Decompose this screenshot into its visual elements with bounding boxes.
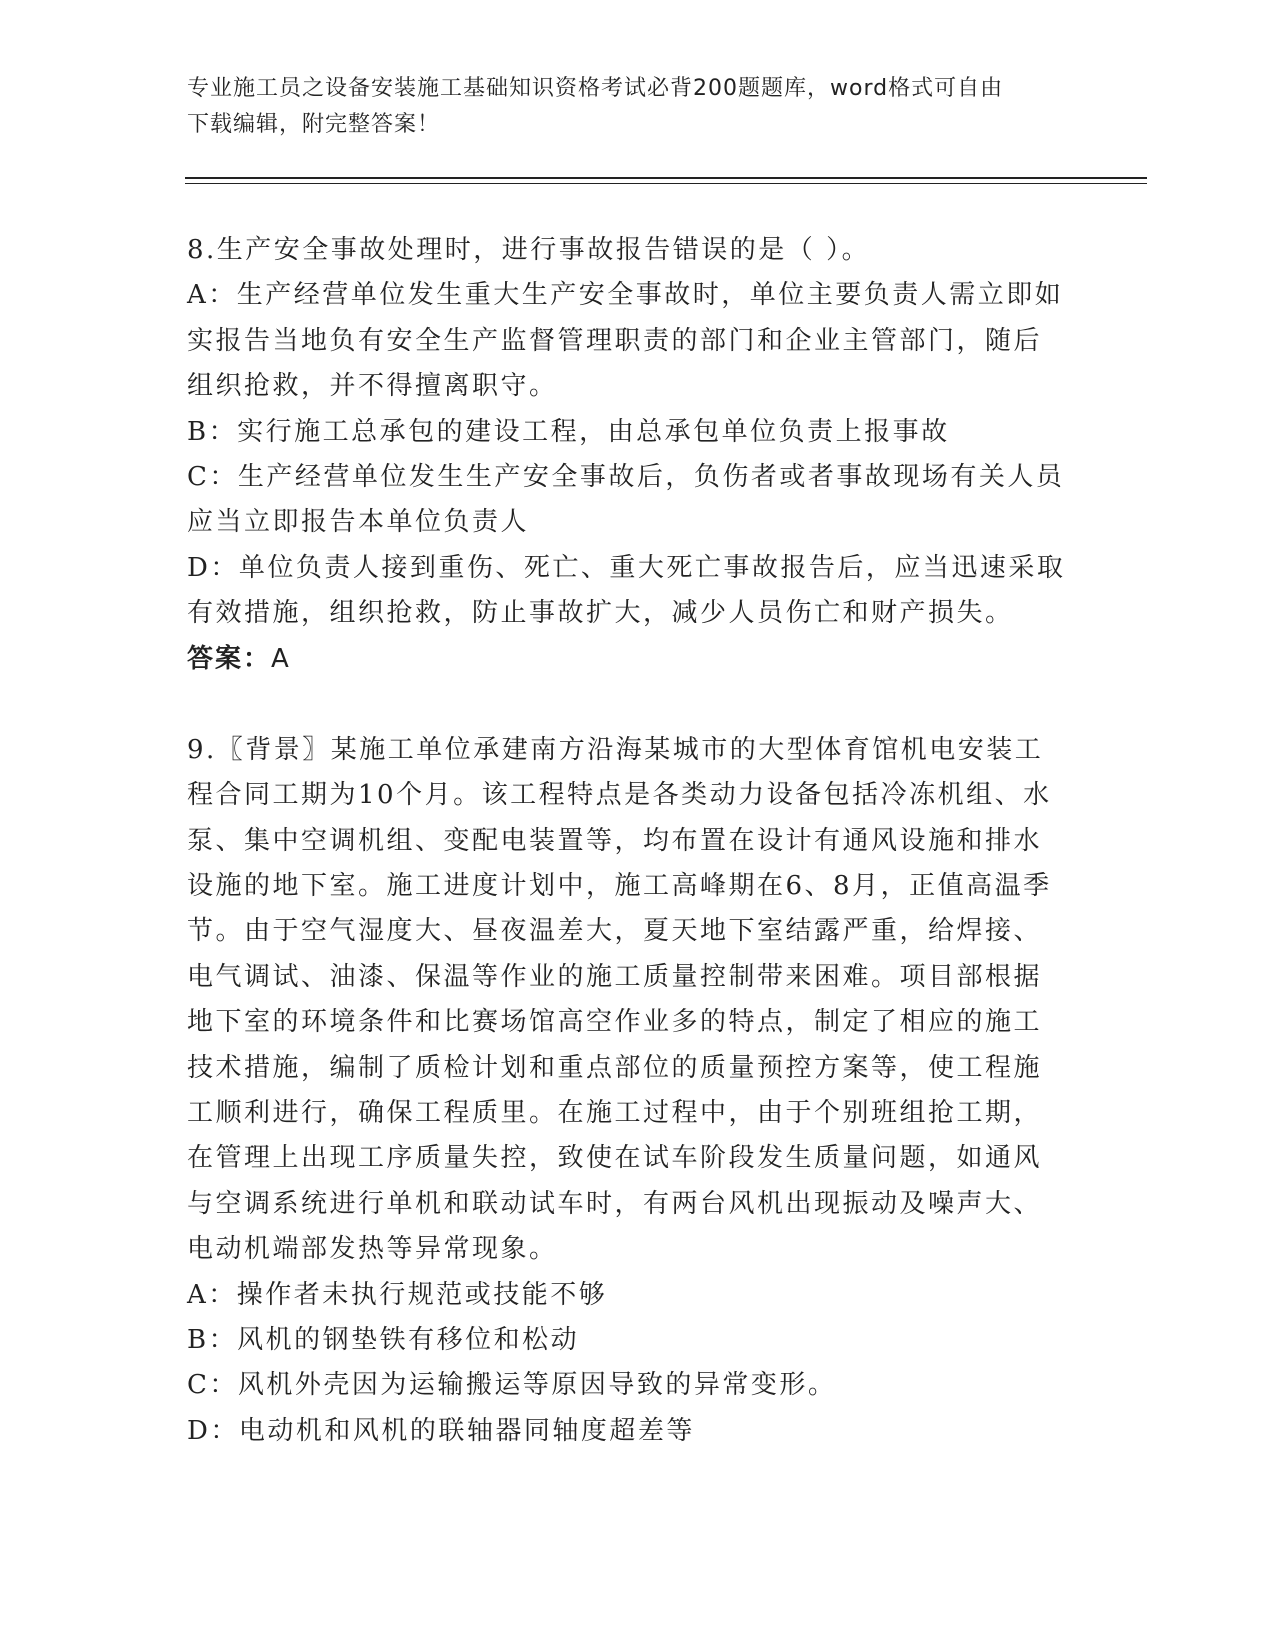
question-8-option-a-line-3: 组织抢救，并不得擅离职守。 — [187, 371, 558, 402]
question-9-line-7: 地下室的环境条件和比赛场馆高空作业多的特点，制定了相应的施工 — [187, 1007, 1043, 1038]
header-rule-thin — [185, 183, 1147, 184]
header-line-2: 下载编辑，附完整答案！ — [187, 112, 441, 137]
header-line-1: 专业施工员之设备安装施工基础知识资格考试必背200题题库，word格式可自由 — [187, 76, 1004, 101]
question-9-line-3: 泵、集中空调机组、变配电装置等，均布置在设计有通风设施和排水 — [187, 825, 1043, 856]
question-8 — [187, 228, 1087, 682]
question-9-line-10: 在管理上出现工序质量失控，致使在试车阶段发生质量问题，如通风 — [187, 1143, 1043, 1174]
question-9-option-c: C：风机外壳因为运输搬运等原因导致的异常变形。 — [187, 1370, 837, 1401]
answer-label: 答案： — [187, 643, 272, 674]
question-9-line-8: 技术措施，编制了质检计划和重点部位的质量预控方案等，使工程施 — [187, 1052, 1043, 1083]
answer-value: A — [271, 643, 291, 674]
question-9-line-6: 电气调试、油漆、保温等作业的施工质量控制带来困难。项目部根据 — [187, 961, 1043, 992]
question-9 — [187, 728, 1087, 1454]
question-9-line-2: 程合同工期为10个月。该工程特点是各类动力设备包括冷冻机组、水 — [187, 780, 1052, 811]
question-8-stem: 8.生产安全事故处理时，进行事故报告错误的是（ ）。 — [187, 235, 871, 265]
question-8-option-a-line-2: 实报告当地负有安全生产监督管理职责的部门和企业主管部门，随后 — [187, 325, 1043, 356]
document-header — [187, 71, 1067, 143]
header-rule-thick — [185, 177, 1147, 179]
document-body — [187, 228, 1087, 1454]
question-8-option-b: B：实行施工总承包的建设工程，由总承包单位负责上报事故 — [187, 416, 950, 447]
question-8-option-c-line-1: C：生产经营单位发生生产安全事故后，负伤者或者事故现场有关人员 — [187, 461, 1065, 492]
question-9-line-11: 与空调系统进行单机和联动试车时，有两台风机出现振动及噪声大、 — [187, 1188, 1043, 1219]
question-gap — [187, 682, 1087, 728]
question-9-option-a: A：操作者未执行规范或技能不够 — [187, 1279, 608, 1310]
question-8-option-d-line-2: 有效措施，组织抢救，防止事故扩大，减少人员伤亡和财产损失。 — [187, 598, 1014, 629]
question-9-line-5: 节。由于空气湿度大、昼夜温差大，夏天地下室结露严重，给焊接、 — [187, 916, 1043, 947]
question-8-answer — [187, 637, 1087, 682]
question-9-option-b: B：风机的钢垫铁有移位和松动 — [187, 1324, 580, 1355]
question-9-line-9: 工顺利进行，确保工程质里。在施工过程中，由于个别班组抢工期， — [187, 1098, 1043, 1129]
question-9-option-d: D：电动机和风机的联轴器同轴度超差等 — [187, 1415, 695, 1446]
question-9-line-12: 电动机端部发热等异常现象。 — [187, 1234, 558, 1265]
question-8-option-d-line-1: D：单位负责人接到重伤、死亡、重大死亡事故报告后，应当迅速采取 — [187, 552, 1066, 583]
question-9-line-1: 9.〖背景〗某施工单位承建南方沿海某城市的大型体育馆机电安装工 — [187, 734, 1044, 765]
question-9-line-4: 设施的地下室。施工进度计划中，施工高峰期在6、8月，正值高温季 — [187, 871, 1052, 902]
question-8-option-c-line-2: 应当立即报告本单位负责人 — [187, 507, 530, 538]
question-8-option-a-line-1: A：生产经营单位发生重大生产安全事故时，单位主要负责人需立即如 — [187, 280, 1064, 311]
